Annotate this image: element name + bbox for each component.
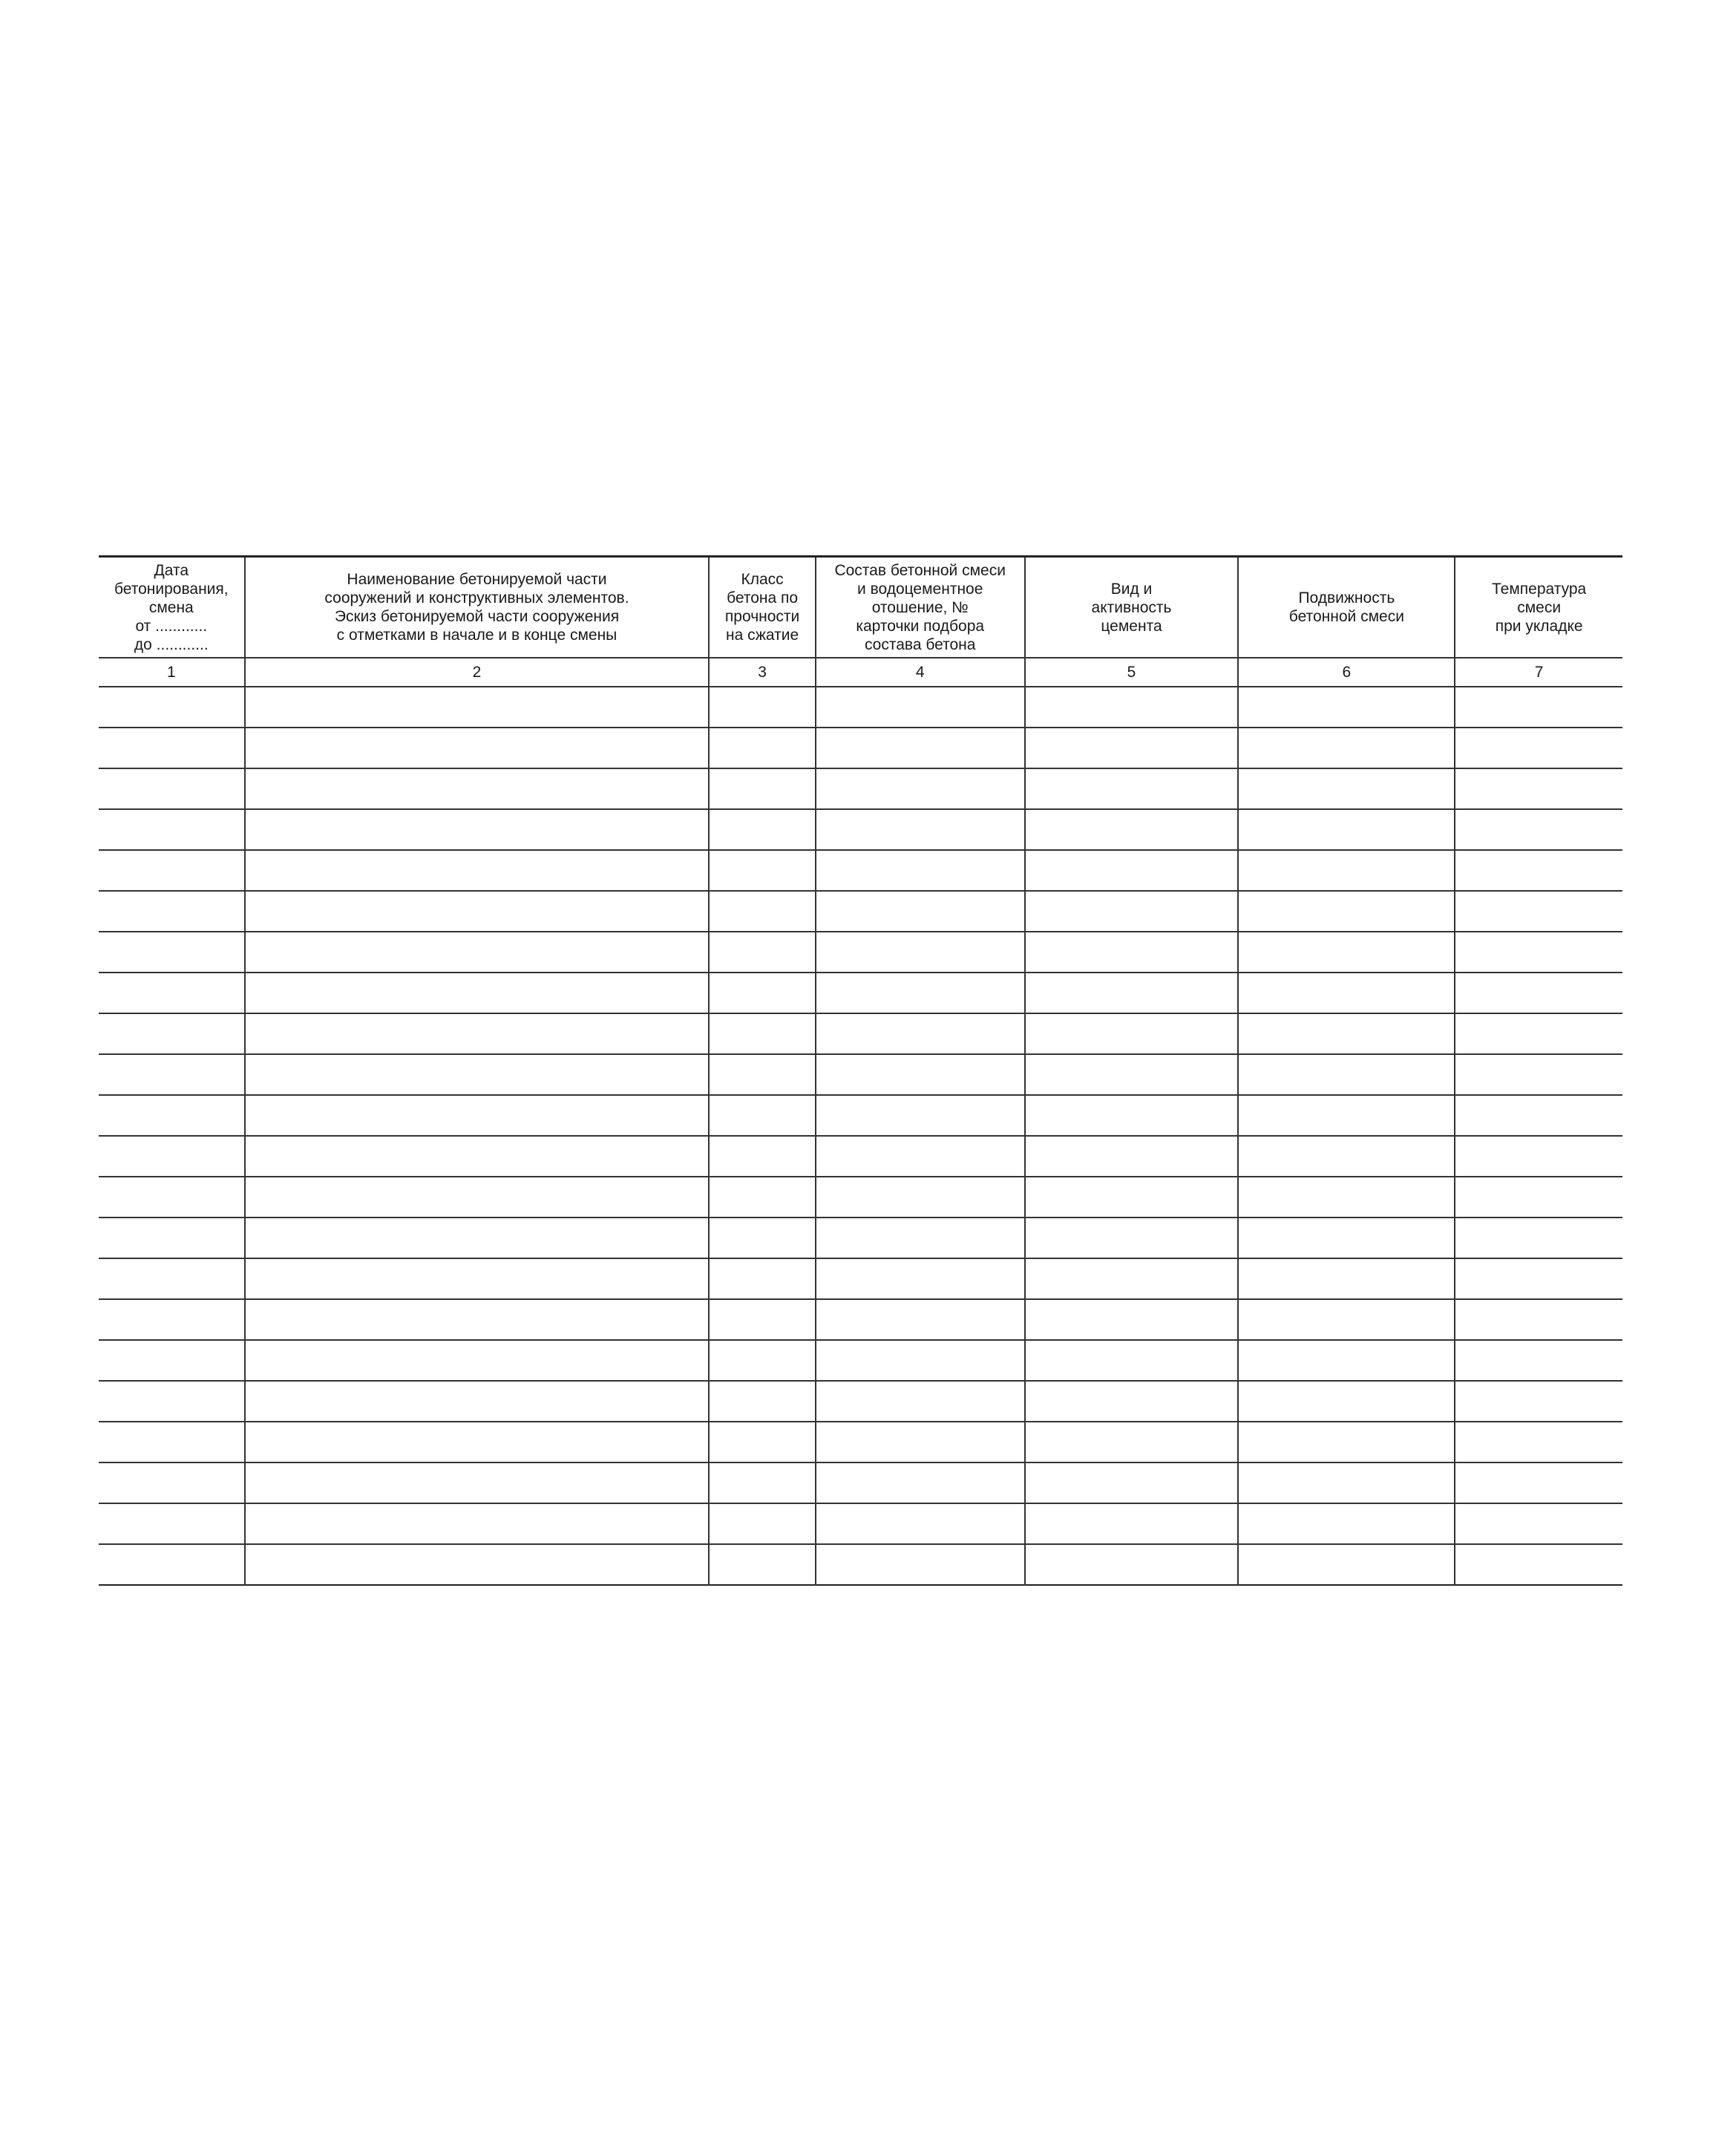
table-cell	[1025, 1299, 1239, 1340]
table-row	[99, 1258, 1622, 1299]
header-text: Класс бетона по прочности на сжатие	[724, 571, 800, 644]
table-cell	[245, 1136, 710, 1177]
table-cell	[99, 728, 245, 768]
table-cell	[1455, 1381, 1622, 1422]
table-cell	[1025, 728, 1239, 768]
table-cell	[1455, 728, 1622, 768]
table-cell	[1455, 809, 1622, 850]
table-cell	[1025, 1503, 1239, 1544]
table-cell	[99, 1095, 245, 1136]
table-cell	[709, 973, 815, 1013]
header-text: Вид и активность цемента	[1091, 580, 1172, 635]
table-cell	[709, 1258, 815, 1299]
table-cell	[99, 1299, 245, 1340]
table-cell	[1025, 973, 1239, 1013]
table-cell	[1238, 1544, 1455, 1585]
table-cell	[709, 932, 815, 973]
table-cell	[709, 687, 815, 728]
table-cell	[1455, 1258, 1622, 1299]
table-cell	[1238, 1422, 1455, 1462]
table-cell	[245, 932, 710, 973]
concrete-works-journal-table	[99, 555, 1622, 1586]
table-row	[99, 1136, 1622, 1177]
table-cell	[1238, 891, 1455, 932]
table-cell	[1025, 687, 1239, 728]
table-cell	[245, 1095, 710, 1136]
header-cell-concrete-class	[709, 557, 815, 658]
table-cell	[99, 1422, 245, 1462]
table-cell	[816, 1422, 1025, 1462]
table-cell	[1238, 850, 1455, 891]
table-cell	[1238, 1013, 1455, 1054]
table-cell	[816, 809, 1025, 850]
table-cell	[1455, 1095, 1622, 1136]
table-row	[99, 687, 1622, 728]
table-cell	[1025, 932, 1239, 973]
header-cell-mix-mobility	[1238, 557, 1455, 658]
table-cell	[245, 891, 710, 932]
table-cell	[245, 1299, 710, 1340]
table-row	[99, 1013, 1622, 1054]
table-cell	[709, 1422, 815, 1462]
table-cell	[709, 891, 815, 932]
table-cell	[1238, 932, 1455, 973]
table-cell	[816, 1177, 1025, 1218]
table-cell	[1025, 1422, 1239, 1462]
table-cell	[245, 1544, 710, 1585]
table-cell	[709, 1136, 815, 1177]
table-cell	[1238, 809, 1455, 850]
table-cell	[1025, 1340, 1239, 1381]
table-cell	[1238, 1299, 1455, 1340]
header-cell-mix-composition	[816, 557, 1025, 658]
table-cell	[245, 1258, 710, 1299]
table-cell	[709, 850, 815, 891]
column-number: 1	[99, 658, 245, 687]
column-number: 5	[1025, 658, 1239, 687]
table-cell	[816, 687, 1025, 728]
table-cell	[816, 1218, 1025, 1258]
table-cell	[99, 1340, 245, 1381]
table-cell	[99, 850, 245, 891]
table-cell	[1238, 687, 1455, 728]
table-cell	[1455, 1136, 1622, 1177]
table-row	[99, 1381, 1622, 1422]
table-cell	[1025, 1095, 1239, 1136]
table-cell	[99, 809, 245, 850]
table-cell	[245, 1381, 710, 1422]
header-text: Дата бетонирования, смена от ............ до ............	[114, 561, 229, 653]
table-cell	[709, 1218, 815, 1258]
table-cell	[99, 1177, 245, 1218]
header-cell-cement-type	[1025, 557, 1239, 658]
table-cell	[99, 687, 245, 728]
table-cell	[1455, 1340, 1622, 1381]
table-cell	[1455, 1544, 1622, 1585]
table-cell	[99, 932, 245, 973]
table-row	[99, 768, 1622, 809]
table-row	[99, 1503, 1622, 1544]
table-cell	[709, 1054, 815, 1095]
table-cell	[245, 809, 710, 850]
table-cell	[99, 1544, 245, 1585]
table-cell	[245, 1462, 710, 1503]
table-cell	[1025, 1544, 1239, 1585]
column-number: 7	[1455, 658, 1622, 687]
table-row	[99, 1462, 1622, 1503]
table-cell	[245, 687, 710, 728]
column-number-row	[99, 658, 1622, 687]
table-cell	[1025, 891, 1239, 932]
table-cell	[1238, 1340, 1455, 1381]
table-cell	[709, 1544, 815, 1585]
table-cell	[816, 1095, 1025, 1136]
table-cell	[1025, 1136, 1239, 1177]
table-cell	[99, 1462, 245, 1503]
table-cell	[816, 1299, 1025, 1340]
table-cell	[1238, 1136, 1455, 1177]
header-text: Состав бетонной смеси и водоцементное отошение, № карточки подбора состава бетона	[834, 561, 1006, 653]
table-cell	[1238, 1503, 1455, 1544]
column-number: 4	[816, 658, 1025, 687]
table-cell	[1455, 1218, 1622, 1258]
table-cell	[709, 1013, 815, 1054]
table-cell	[1455, 973, 1622, 1013]
table-cell	[99, 1013, 245, 1054]
table-row	[99, 1340, 1622, 1381]
table-cell	[99, 1381, 245, 1422]
table-cell	[245, 728, 710, 768]
table-cell	[245, 1177, 710, 1218]
table-cell	[816, 850, 1025, 891]
table-cell	[1238, 1218, 1455, 1258]
table-cell	[1455, 687, 1622, 728]
table-cell	[816, 1462, 1025, 1503]
table-cell	[1025, 809, 1239, 850]
table-cell	[816, 1054, 1025, 1095]
table-cell	[709, 1503, 815, 1544]
table-cell	[1455, 1013, 1622, 1054]
table-header-row	[99, 557, 1622, 658]
table-cell	[1455, 1054, 1622, 1095]
table-cell	[1455, 850, 1622, 891]
table-cell	[1455, 932, 1622, 973]
table-cell	[245, 1503, 710, 1544]
table-cell	[245, 1054, 710, 1095]
table-cell	[816, 891, 1025, 932]
table-row	[99, 1299, 1622, 1340]
header-cell-date-shift	[99, 557, 245, 658]
table-cell	[816, 932, 1025, 973]
table-cell	[1025, 1381, 1239, 1422]
table-cell	[1025, 1054, 1239, 1095]
table-cell	[99, 1503, 245, 1544]
table-cell	[1455, 891, 1622, 932]
table-row	[99, 891, 1622, 932]
table-cell	[1455, 1177, 1622, 1218]
table-cell	[816, 1340, 1025, 1381]
table-cell	[1455, 1422, 1622, 1462]
table-cell	[709, 728, 815, 768]
table-cell	[1238, 1054, 1455, 1095]
table-cell	[1238, 1258, 1455, 1299]
header-text: Температура смеси при укладке	[1492, 580, 1587, 635]
header-text: Наименование бетонируемой части сооружений и конструктивных элементов. Эскиз бетонируемой части сооружения с отметками в начале и в конце смены	[324, 571, 629, 644]
table-cell	[1025, 850, 1239, 891]
table-cell	[1238, 1381, 1455, 1422]
table-cell	[245, 1013, 710, 1054]
table-cell	[1238, 768, 1455, 809]
table-cell	[816, 1013, 1025, 1054]
table-cell	[816, 1544, 1025, 1585]
table-cell	[709, 1299, 815, 1340]
table-cell	[1025, 1177, 1239, 1218]
column-number: 3	[709, 658, 815, 687]
column-number: 2	[245, 658, 710, 687]
table-cell	[1025, 1218, 1239, 1258]
table-cell	[1455, 1299, 1622, 1340]
table-cell	[99, 1136, 245, 1177]
table-cell	[1238, 1095, 1455, 1136]
table-cell	[1025, 1462, 1239, 1503]
table-cell	[99, 1054, 245, 1095]
table-cell	[709, 1340, 815, 1381]
table-row	[99, 850, 1622, 891]
table-cell	[816, 1258, 1025, 1299]
column-number: 6	[1238, 658, 1455, 687]
table-cell	[245, 768, 710, 809]
table-cell	[816, 1136, 1025, 1177]
table-row	[99, 809, 1622, 850]
table-row	[99, 1544, 1622, 1585]
table-row	[99, 973, 1622, 1013]
table-cell	[1238, 973, 1455, 1013]
table-cell	[99, 1258, 245, 1299]
table-cell	[245, 1218, 710, 1258]
table-row	[99, 1422, 1622, 1462]
table-row	[99, 932, 1622, 973]
table-cell	[245, 1340, 710, 1381]
table-cell	[816, 728, 1025, 768]
table-cell	[709, 809, 815, 850]
table-cell	[1238, 1177, 1455, 1218]
header-text: Подвижность бетонной смеси	[1288, 589, 1404, 625]
table-row	[99, 1095, 1622, 1136]
table-cell	[1455, 1462, 1622, 1503]
header-cell-mix-temperature	[1455, 557, 1622, 658]
table-cell	[1238, 728, 1455, 768]
table-cell	[709, 768, 815, 809]
table-row	[99, 1218, 1622, 1258]
table-cell	[99, 768, 245, 809]
table-cell	[99, 1218, 245, 1258]
table-cell	[816, 1503, 1025, 1544]
table-cell	[1455, 1503, 1622, 1544]
table-row	[99, 728, 1622, 768]
table-row	[99, 1177, 1622, 1218]
table-cell	[816, 973, 1025, 1013]
table-cell	[816, 768, 1025, 809]
table-cell	[709, 1095, 815, 1136]
table-row	[99, 1054, 1622, 1095]
table-cell	[99, 973, 245, 1013]
table-cell	[816, 1381, 1025, 1422]
table-cell	[709, 1177, 815, 1218]
table-cell	[245, 850, 710, 891]
table-cell	[99, 891, 245, 932]
table-cell	[245, 1422, 710, 1462]
table-cell	[1238, 1462, 1455, 1503]
table-cell	[709, 1462, 815, 1503]
header-cell-structure-name	[245, 557, 710, 658]
table-cell	[1025, 768, 1239, 809]
table-cell	[709, 1381, 815, 1422]
table-cell	[1025, 1013, 1239, 1054]
table-cell	[1025, 1258, 1239, 1299]
table-cell	[245, 973, 710, 1013]
table-cell	[1455, 768, 1622, 809]
table-body	[99, 687, 1622, 1585]
